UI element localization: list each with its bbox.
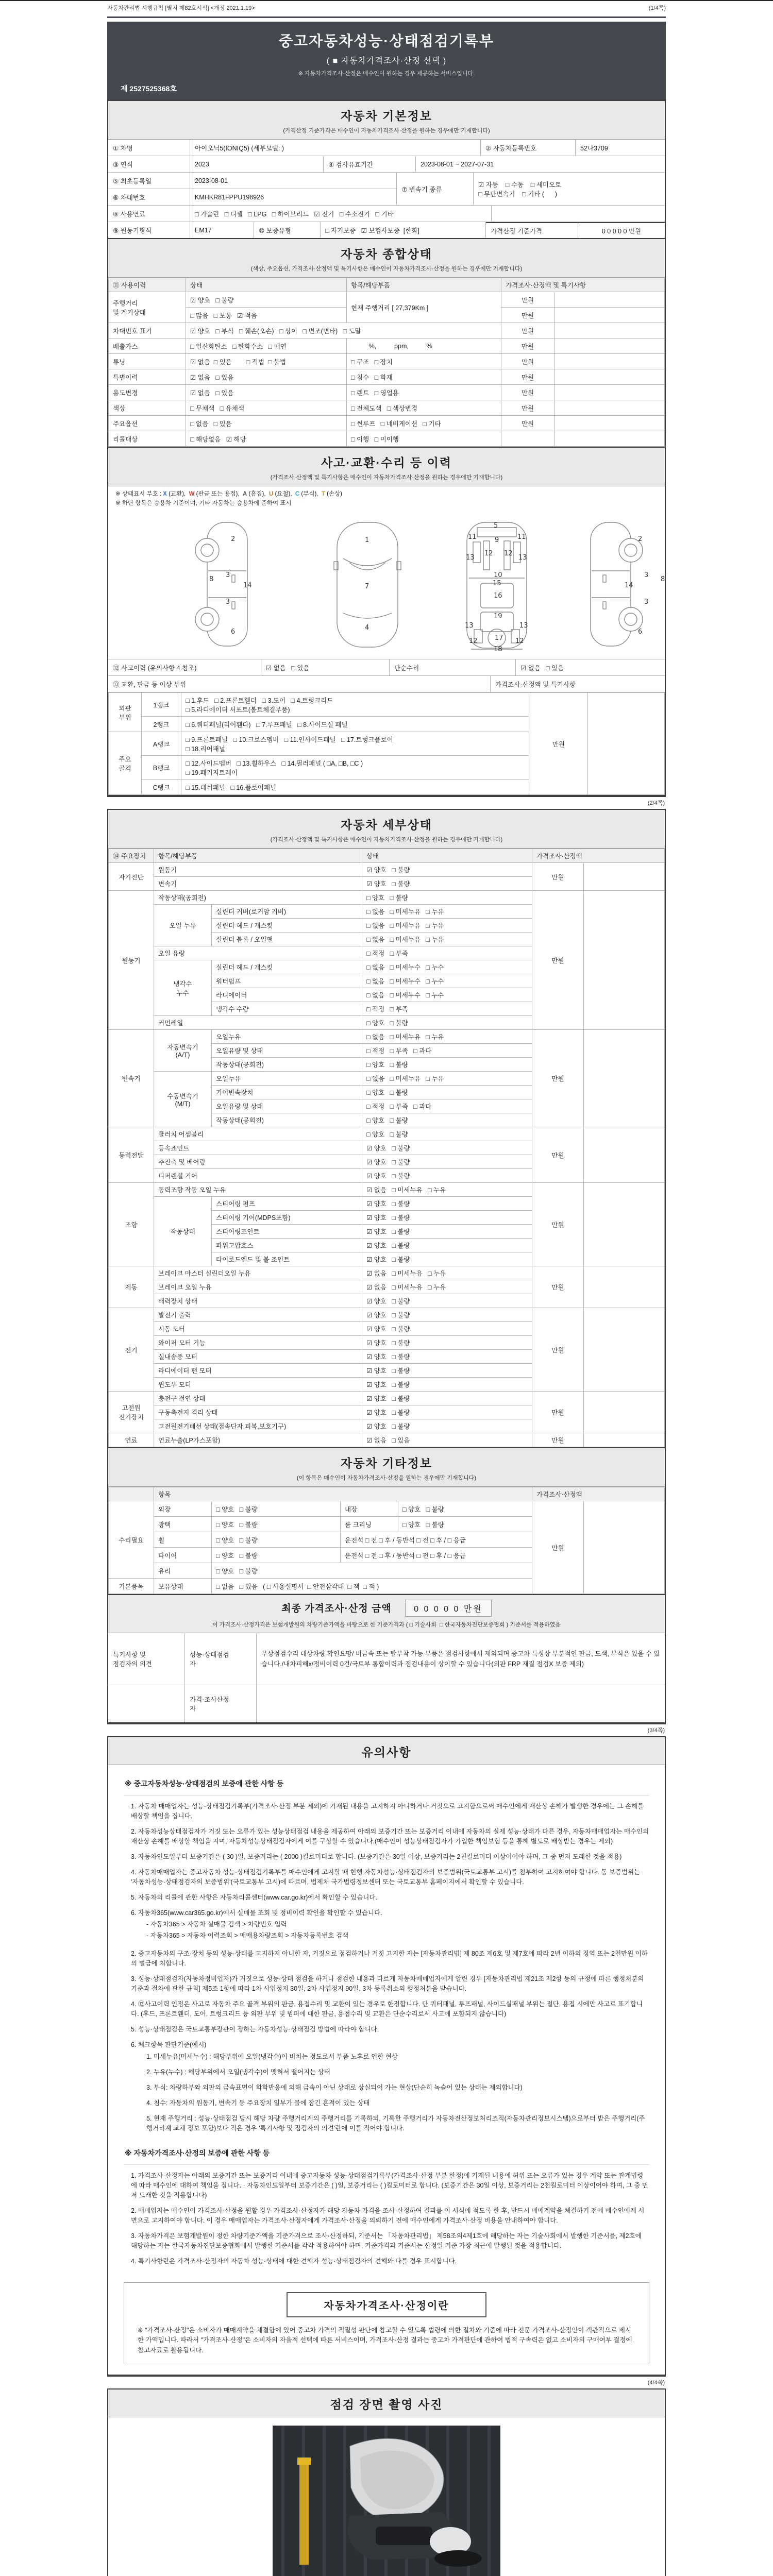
accident-subtitle: (가격조사·산정액 및 특기사항은 매수인이 자동차가격조사·산정을 원하는 경우에만 기재합니다) bbox=[270, 474, 503, 481]
usage-change-state[interactable]: ☑ 없음 □ 있음 bbox=[186, 385, 347, 400]
checkbox-group[interactable]: □ 양호 □ 불량 bbox=[362, 1086, 532, 1099]
price-cell: 만원 bbox=[501, 308, 554, 323]
checkbox-group[interactable]: □ 양호 □ 불량 bbox=[362, 891, 532, 905]
usage-change-label: 용도변경 bbox=[109, 385, 186, 400]
engine-type-value: EM17 bbox=[190, 222, 254, 238]
recall-state[interactable]: □ 해당없음 ☑ 해당 bbox=[186, 431, 347, 447]
sub-at: 자동변속기 (A/T) bbox=[154, 1030, 212, 1072]
criteria-item: 5. 현재 주행거리 : 성능·상태점검 당시 해당 차량 주행거리계의 주행거리를 기록하되, 기록한 주행거리가 자동차전산정보처리조직(자동차관리정보시스템)으로부터 받은 주행거리(주행거리계 교체 정보 포함)보다 적은 경우 '특기사항 및 점검자의 의견'란에 이를 적어야 합니다. bbox=[146, 2115, 645, 2132]
checkbox-group[interactable]: ☑ 양호 □ 불량 bbox=[362, 877, 532, 891]
usage-change-part[interactable]: □ 렌트 □ 영업용 bbox=[347, 385, 501, 400]
svg-text:12: 12 bbox=[469, 637, 478, 645]
notice-subitem: - 자동차365 > 자동차 이력조회 > 매매용차량조회 > 자동차등록번호 검색 bbox=[146, 1932, 349, 1939]
checkbox-group[interactable]: ☑ 양호 □ 불량 bbox=[362, 1364, 532, 1378]
page-marker-3: (3/4쪽) bbox=[647, 1727, 665, 1734]
remarks-group-label: 특기사항 및 점검자의 의견 bbox=[108, 1633, 185, 1685]
svg-text:2: 2 bbox=[231, 535, 236, 543]
fuel-label: ⑧ 사용연료 bbox=[108, 206, 190, 222]
car-name-value: 아이오닉5(IONIQ5) (세부모델: ) bbox=[190, 140, 481, 156]
notices-body bbox=[108, 1765, 665, 2277]
svg-text:13: 13 bbox=[466, 554, 475, 562]
detail-header bbox=[108, 810, 665, 849]
checkbox-group[interactable]: ☑ 양호 □ 불량 bbox=[362, 1419, 532, 1433]
checkbox-group[interactable]: □ 적정 □ 부족 bbox=[362, 1002, 532, 1016]
damage-code-legend: ※ 상태표시 부호 : X (교환), W (판금 또는 용접), A (흠집), U (요철), C (부식), T (손상) bbox=[115, 491, 343, 497]
checkbox-group[interactable]: □ 양호 □ 불량 bbox=[212, 1548, 341, 1563]
page1-box bbox=[107, 100, 666, 797]
photos-title: 점검 장면 촬영 사진 bbox=[330, 2398, 443, 2412]
svg-text:11: 11 bbox=[468, 533, 477, 541]
rankA-label: A랭크 bbox=[141, 732, 181, 756]
checkbox-group[interactable]: □ 없음 □ 미세누수 □ 누수 bbox=[362, 960, 532, 974]
checkbox-group[interactable]: □ 없음 □ 미세누유 □ 누유 bbox=[362, 919, 532, 933]
col-price: 가격조사·산정액 bbox=[532, 849, 665, 863]
tuning-label: 튜닝 bbox=[109, 354, 186, 369]
checkbox-group[interactable]: ☑ 양호 □ 불량 bbox=[362, 1197, 532, 1211]
page4-box bbox=[107, 2388, 666, 2576]
checkbox-group[interactable]: ☑ 없음 □ 미세누유 □ 누유 bbox=[362, 1183, 532, 1197]
code-w: W bbox=[189, 491, 195, 497]
checkbox-group[interactable]: ☑ 양호 □ 불량 bbox=[362, 1141, 532, 1155]
warranty-label: ⑩ 보증유형 bbox=[254, 222, 321, 238]
notice-item: 4. 특기사항란은 가격조사·산정자의 자동차 성능·상태에 대한 견해가 성능·상태점검자의 견해와 다를 경우 표시합니다. bbox=[131, 2258, 457, 2265]
rankA-items[interactable]: □ 9.프론트패널 □ 10.크로스멤버 □ 11.인사이드패널 □ 17.트렁크플로어 □ 18.리어패널 bbox=[181, 732, 529, 756]
document-number: 제 2527525368호 bbox=[121, 84, 177, 93]
basic-info-header bbox=[108, 101, 665, 140]
notice-item: 5. 자동차의 리콜에 관한 사항은 자동차리콜센터(www.car.go.kr)에서 확인할 수 있습니다. bbox=[131, 1894, 377, 1901]
col-price: 가격조사·산정액 및 특기사항 bbox=[501, 278, 665, 292]
code-t: T bbox=[321, 491, 325, 497]
pricing-info-box bbox=[124, 2282, 649, 2364]
notices-section-1: ※ 중고자동차성능·상태점검의 보증에 관한 사항 등 bbox=[124, 1773, 649, 1795]
group-basic-items: 기본품목 bbox=[109, 1579, 154, 1594]
svg-text:16: 16 bbox=[494, 592, 502, 600]
recall-part[interactable]: □ 이행 □ 미이행 bbox=[347, 431, 501, 447]
engine-type-label: ⑨ 원동기형식 bbox=[108, 222, 190, 238]
checkbox-group[interactable]: ☑ 없음 □ 미세누유 □ 누유 bbox=[362, 1280, 532, 1294]
first-reg-value: 2023-08-01 bbox=[190, 173, 397, 189]
masthead bbox=[107, 16, 666, 100]
first-reg-label: ⑤ 최초등록일 bbox=[108, 173, 190, 189]
outer-panel-label: 외판 부위 bbox=[109, 693, 142, 732]
group-highvoltage: 고전원 전기장치 bbox=[109, 1392, 154, 1433]
svg-text:9: 9 bbox=[495, 536, 499, 544]
svg-text:3: 3 bbox=[644, 598, 649, 606]
checkbox-group[interactable]: ☑ 양호 □ 불량 bbox=[362, 1169, 532, 1183]
checkbox-group[interactable]: ☑ 양호 □ 불량 bbox=[362, 1211, 532, 1225]
mileage-state-1[interactable]: ☑ 양호 □ 불량 bbox=[186, 292, 347, 308]
checkbox-group[interactable]: □ 없음 □ 미세누유 □ 누유 bbox=[362, 1030, 532, 1044]
svg-text:12: 12 bbox=[504, 550, 513, 557]
document-subtitle: ( ■ 자동차가격조사·산정 선택 ) bbox=[326, 57, 447, 65]
vin-mark-label: 차대번호 표기 bbox=[109, 323, 186, 338]
base-price-label: 가격산정 기준가격 bbox=[486, 222, 578, 238]
group-steering: 조향 bbox=[109, 1183, 154, 1266]
checkbox-group[interactable]: □ 양호 □ 불량 bbox=[362, 1058, 532, 1072]
checkbox-group[interactable]: □ 없음 □ 있음 ( □ 사용설명서 □ 안전삼각대 □ 잭 □ 잭 ) bbox=[212, 1579, 532, 1594]
group-fuel: 연료 bbox=[109, 1433, 154, 1447]
rank-price: 만원 bbox=[529, 693, 588, 795]
option-state[interactable]: □ 없음 □ 있음 bbox=[186, 416, 347, 431]
page3-box bbox=[107, 1736, 666, 2377]
special-part[interactable]: □ 침수 □ 화재 bbox=[347, 369, 501, 385]
svg-text:13: 13 bbox=[518, 554, 527, 562]
notice-item: 5. 성능·상태점검은 국토교통부장관이 정하는 자동차성능·상태점검 방법에 따라야 합니다. bbox=[131, 2026, 379, 2033]
rankB-label: B랭크 bbox=[141, 756, 181, 779]
reg-no-label: ② 자동차등록번호 bbox=[481, 140, 576, 156]
recall-label: 리콜대상 bbox=[109, 431, 186, 447]
checkbox-group[interactable]: ☑ 없음 □ 미세누유 □ 누유 bbox=[362, 1266, 532, 1280]
damage-diagram bbox=[108, 510, 665, 659]
notice-item: 3. 자동차인도일부터 보증기간은 ( 30 )일, 보증거리는 ( 2000 )킬로미터로 합니다. (보증기간은 30일 이상, 보증거리는 2천킬로미터 이상이어야 하며, 그 중 먼저 도래한 것을 적용) bbox=[131, 1853, 622, 1860]
mileage-state-2[interactable]: □ 많음 □ 보통 ☑ 적음 bbox=[186, 308, 347, 323]
checkbox-group[interactable]: ☑ 없음 □ 있음 bbox=[362, 1433, 532, 1447]
col-item: 항목/해당부품 bbox=[154, 849, 362, 863]
notice-item: 2. 매매업자는 매수인이 가격조사·산정을 원할 경우 가격조사·산정자가 해당 자동차 가격을 조사·산정하여 결과를 이 서식에 적도록 한 후, 반드시 매매계약을 체결하기 전에 매수인에게 서면으로 고지하여야 합니다. 이 경우 매매업자는 가격조사·산정자에게 가격조사·산정을 의뢰하기 전에 매수인에게 가격조사·산정 비용을 안내하여야 합니다. bbox=[131, 2207, 645, 2224]
checkbox-group[interactable]: □ 양호 □ 불량 bbox=[212, 1563, 532, 1579]
color-state[interactable]: □ 무채색 □ 유채색 bbox=[186, 400, 347, 416]
svg-text:5: 5 bbox=[494, 522, 498, 530]
photos-header bbox=[108, 2389, 665, 2417]
criteria-item: 1. 미세누유(미세누수) : 해당부위에 오일(냉각수)이 비치는 정도로서 부품 노후로 인한 현상 bbox=[146, 2053, 398, 2060]
checkbox-group[interactable]: □ 적정 □ 부족 bbox=[362, 946, 532, 960]
inspector-label: 성능·상태점검 자 bbox=[185, 1633, 257, 1685]
notices-header bbox=[108, 1737, 665, 1765]
overall-header bbox=[108, 238, 665, 278]
svg-text:8: 8 bbox=[209, 575, 214, 583]
notice-item: 2. 자동차성능상태점검자가 거짓 또는 오류가 있는 성능상태점검 내용을 제공하여 아래의 보증기간 또는 보증거리 이내에 자동차의 실제 성능·상태가 다른 경우, 자동차매매업자는 매수인의 재산상 손해를 배상할 책임을 지며, 자동차성능상태점검자에게 이를 구상할 수 있습니다.(매수인이 성능상태점검자가 가입한 책임보험 등을 통해 별도로 배상받는 경우는 제외) bbox=[131, 1828, 649, 1845]
notice-item: 4. 자동차매매업자는 중고자동차 성능·상태점검기록부를 매수인에게 고지할 때 현행 자동차성능·상태점검자의 보증범위(국토교통부 고시)를 첨부하여 고지하여야 합니다. 동 보증범위는 '자동차성능·상태점검자의 보증범위'(국토교통부 고시)에 따르며, 법제처 국가법령정보센터 또는 국토교통부 홈페이지에서 확인할 수 있습니다. bbox=[131, 1869, 641, 1886]
inspection-value: 2023-08-01 ~ 2027-07-31 bbox=[421, 160, 494, 168]
final-price-label: 최종 가격조사·산정 금액 bbox=[281, 1603, 392, 1614]
checkbox-group[interactable]: ☑ 양호 □ 불량 bbox=[362, 1155, 532, 1169]
color-part[interactable]: □ 전체도색 □ 색상변경 bbox=[347, 400, 501, 416]
page-marker-2: (2/4쪽) bbox=[647, 800, 665, 806]
checkbox-group[interactable]: □ 없음 □ 미세누수 □ 누수 bbox=[362, 974, 532, 988]
checkbox-group[interactable]: ☑ 양호 □ 불량 bbox=[362, 1294, 532, 1308]
checkbox-group[interactable]: □ 양호 □ 불량 bbox=[362, 1113, 532, 1127]
appraiser-label: 가격·조사산정 자 bbox=[185, 1685, 257, 1722]
checkbox-group[interactable]: ☑ 양호 □ 불량 bbox=[362, 1239, 532, 1252]
checkbox-group[interactable]: ☑ 양호 □ 불량 bbox=[362, 1336, 532, 1350]
rank1-label: 1랭크 bbox=[141, 693, 181, 717]
notice-item: 3. 성능·상태점검자(자동차정비업자)가 거짓으로 성능·상태 점검을 하거나 점검한 내용과 다르게 자동차매매업자에게 알린 경우 [자동차관리법 제21조 제2항 등의 규정에 따른 행정처분의 기준과 절차에 관한 규칙] 제5조 1항에 따라 1차 사업정지 30일, 2차 사업정지 90일, 3차 등록취소의 행정처분을 받습니다. bbox=[131, 1975, 644, 1992]
svg-text:18: 18 bbox=[494, 646, 502, 653]
svg-text:15: 15 bbox=[493, 580, 501, 587]
checkbox-group[interactable]: 운전석 □ 전 □ 후 / 동반석 □ 전 □ 후 / □ 응급 bbox=[341, 1532, 532, 1548]
color-label: 색상 bbox=[109, 400, 186, 416]
year-value: 2023 bbox=[190, 156, 324, 172]
checkbox-group[interactable]: □ 양호 □ 불량 bbox=[398, 1501, 532, 1517]
masthead-rule bbox=[107, 16, 666, 22]
final-price-note: 이 가격조사·산정가격은 보험개발원의 차량기준가액을 바탕으로 한 기준가격과 ( □ 기술사회 □ 한국자동차진단보증협회 ) 기준서를 적용하였음 bbox=[212, 1622, 561, 1628]
svg-text:12: 12 bbox=[515, 637, 524, 645]
vin-mark-state[interactable]: ☑ 양호 □ 부식 □ 훼손(오손) □ 상이 □ 변조(변타) □ 도말 bbox=[186, 323, 501, 338]
checkbox-group[interactable]: □ 적정 □ 부족 □ 과다 bbox=[362, 1099, 532, 1113]
svg-text:3: 3 bbox=[226, 571, 230, 579]
fuel-options[interactable]: □ 가솔린 □ 디젤 □ LPG □ 하이브리드 ☑ 전기 □ 수소전기 □ 기타 bbox=[190, 206, 492, 222]
document-note: ※ 자동차가격조사·산정은 매수인이 원하는 경우 제공하는 서비스입니다. bbox=[298, 71, 475, 77]
pricing-info-text: ※ "가격조사·산정"은 소비자가 매매계약을 체결함에 있어 중고차 가격의 적절성 판단에 참고할 수 있도록 법령에 의한 절차와 기준에 따라 전문 가격조사·산정인이 객관적으로 제시한 가액입니다. 따라서 "가격조사·산정"은 소비자의 자율적 선택에 따른 서비스이며, 가격조사·산정 결과는 중고차 가격판단에 관하여 법적 구속력은 없고 소비자의 구매여부 결정에 참고자료로 활용됩니다. bbox=[138, 2327, 632, 2354]
simple-repair-label: 단순수리 bbox=[390, 659, 516, 675]
transmission-label: ⑦ 변속기 종류 bbox=[397, 173, 474, 206]
overall-title: 자동차 종합상태 bbox=[341, 247, 432, 261]
group-electric: 전기 bbox=[109, 1308, 154, 1392]
svg-text:7: 7 bbox=[365, 583, 369, 590]
transmission-options-1[interactable]: ☑ 자동 □ 수동 □ 세미오토 bbox=[478, 181, 562, 189]
notice-item: 4. ⑫사고이력 인정은 사고로 자동차 주요 골격 부위의 판금, 용접수리 및 교환이 있는 경우로 한정합니다. 단 쿼터패널, 루프패널, 사이드실패널 부위는 절단, 용접 시에만 사고로 표기합니다. (후드, 프론트휀더, 도어, 트렁크리드 등 외판 부위 및 범퍼에 대한 판금, 용접수리 및 교환은 단순수리로서 사고에 포함되지 않습니다) bbox=[131, 2001, 643, 2018]
criteria-item: 3. 부식: 차량하부와 외판의 금속표면이 화학반응에 의해 금속이 아닌 상태로 상실되어 가는 현상(단순히 녹슬어 있는 상태는 제외합니다) bbox=[146, 2084, 523, 2091]
checkbox-group[interactable]: □ 없음 □ 미세누수 □ 누수 bbox=[362, 988, 532, 1002]
etc-col-item: 항목 bbox=[154, 1487, 532, 1501]
svg-text:12: 12 bbox=[484, 550, 493, 557]
fuel-blank-cell bbox=[492, 206, 665, 222]
sub-steering-op: 작동상태 bbox=[154, 1197, 212, 1266]
basic-info-title: 자동차 기본정보 bbox=[341, 109, 432, 123]
accident-history-label: ⑫ 사고이력 (유의사항 4.참조) bbox=[108, 659, 261, 675]
checkbox-group[interactable]: □ 양호 □ 불량 bbox=[212, 1517, 341, 1532]
inspection-label: ④ 검사유효기간 bbox=[324, 156, 416, 172]
transmission-options-2[interactable]: □ 무단변속기 □ 기타 ( ) bbox=[478, 190, 558, 198]
legend-note: ※ 하단 항목은 승용차 기준이며, 기타 자동차는 승용차에 준하여 표시 bbox=[115, 500, 292, 506]
etc-col-price: 가격조사·산정액 bbox=[532, 1487, 665, 1501]
notice-subitem: - 자동차365 > 자동차 실매물 검색 > 차량번호 입력 bbox=[146, 1921, 287, 1928]
group-selfdiag: 자기진단 bbox=[109, 863, 154, 891]
tuning-state[interactable]: ☑ 없음 □ 있음 □ 적법 □ 불법 bbox=[186, 354, 347, 369]
checkbox-group[interactable]: □ 양호 □ 불량 bbox=[212, 1532, 341, 1548]
mileage-current: 현재 주행거리 [ 27,379Km ] bbox=[347, 292, 501, 323]
pricing-info-title: 자동차가격조사·산정이란 bbox=[287, 2292, 486, 2317]
col-state: 상태 bbox=[186, 278, 347, 292]
checkbox-group[interactable]: □ 없음 □ 미세누유 □ 누유 bbox=[362, 933, 532, 946]
appraiser-remarks bbox=[257, 1685, 665, 1722]
criteria-item: 2. 누유(누수) : 해당부위에서 오일(냉각수)이 맺혀서 떨어지는 상태 bbox=[146, 2069, 330, 2076]
group-powertrain: 동력전달 bbox=[109, 1127, 154, 1183]
rankB-items[interactable]: □ 12.사이드멤버 □ 13.휠하우스 □ 14.필러패널 ( □A, □B, □C ) □ 19.패키지트레이 bbox=[181, 756, 529, 779]
sub-mt: 수동변속기 (M/T) bbox=[154, 1072, 212, 1127]
criteria-item: 4. 침수: 자동차의 원동기, 변속기 등 주요장치 일부가 물에 잠긴 흔적이 있는 상태 bbox=[146, 2099, 370, 2107]
svg-text:19: 19 bbox=[494, 613, 502, 620]
svg-text:10: 10 bbox=[494, 571, 502, 579]
col-state: 상태 bbox=[362, 849, 532, 863]
code-a: A bbox=[242, 491, 247, 497]
svg-text:13: 13 bbox=[519, 622, 528, 630]
detail-table: ⑭ 주요장치 항목/해당부품 상태 가격조사·산정액 자기진단 원동기 ☑ 양호 □ 불량 만원 변속기 ☑ 양호 □ 불량 원동기 작동상태(공회전) □ 양호 □ 불량 만원 오일 누유 실린더 커버(로커암 커버) □ 없음 □ 미세누유 □ 누유 실린더 헤드 / 개스킷 □ 없음 □ 미세누유 □ 누유 실린더 블록 / 오일팬 □ 없음 □ 미세누유 □ 누유 오일 유량 □ 적정 □ 부족 냉각수 누수 실린더 헤드 / 개스킷 □ 없음 □ 미세누수 □ 누수 워터펌프 □ 없음 □ 미세누수 □ 누수 라디에이터 □ 없음 □ 미세누수 □ 누수 냉각수 수량 □ 적정 □ 부족 커먼레일 □ 양호 □ 불량 변속기 자동변속기 (A/T) 오일누유 □ 없음 □ 미세누유 □ 누유 만원 오일유량 및 상태 □ 적정 □ 부족 □ 과다 작동상태(공회전) □ 양호 □ 불량 수동변속기 (M/T) 오일누유 □ 없음 □ 미세누유 □ 누유 기어변속장치 □ 양호 □ 불량 오일유량 및 상태 □ 적정 □ 부족 □ 과다 작동상태(공회전) □ 양호 □ 불량 동력전달 클러치 어셈블리 □ 양호 □ 불량 만원 등속죠인트 ☑ 양호 □ 불량 추진축 및 베어링 ☑ 양호 □ 불량 디퍼렌셜 기어 ☑ 양호 □ 불량 조향 동력조향 작동 오일 누유 ☑ 없음 □ 미세누유 □ 누유 만원 작동상태 스티어링 펌프 ☑ 양호 □ 불량 스티어링 기어(MDPS포함) ☑ 양호 □ 불량 스티어링조인트 ☑ 양호 □ 불량 파워고압호스 ☑ 양호 □ 불량 타이로드엔드 및 볼 조인트 ☑ 양호 □ 불량 제동 브레이크 마스터 실린더오일 누유 ☑ 없음 □ 미세누유 □ 누유 만원 브레이크 오일 누유 ☑ 없음 □ 미세누유 □ 누유 배력장치 상태 ☑ 양호 □ 불량 전기 발전기 출력 ☑ 양호 □ 불량 만원 시동 모터 ☑ 양호 □ 불량 와이퍼 모터 기능 ☑ 양호 □ 불량 실내송풍 모터 ☑ 양호 □ 불량 라디에이터 팬 모터 ☑ 양호 □ 불량 윈도우 모터 ☑ 양호 □ 불량 고전원 전기장치 충전구 절연 상태 ☑ 양호 □ 불량 만원 구동축전지 격리 상태 ☑ 양호 □ 불량 고전원전기배선 상태(접속단자,피복,보호기구) ☑ 양호 □ 불량 연료 연료누출(LP가스포함) ☑ 없음 □ 있음 만원 bbox=[108, 849, 665, 1447]
rankC-label: C랭크 bbox=[141, 779, 181, 795]
rankC-items[interactable]: □ 15.대쉬패널 □ 16.플로어패널 bbox=[181, 779, 529, 795]
svg-text:11: 11 bbox=[517, 533, 526, 541]
inspection-photo-hood-open bbox=[273, 2426, 500, 2576]
checkbox-group[interactable]: □ 없음 □ 미세누유 □ 누유 bbox=[362, 905, 532, 919]
svg-text:17: 17 bbox=[495, 634, 503, 642]
checkbox-group[interactable]: ☑ 양호 □ 불량 bbox=[362, 1378, 532, 1392]
vin-value: KMHKR81FPPU198926 bbox=[190, 189, 397, 205]
final-price-value: 0 0 0 0 0 만원 bbox=[405, 1600, 492, 1617]
overall-subtitle: (색상, 주요옵션, 가격조사·산정액 및 특기사항은 매수인이 자동차가격조사·산정을 원하는 경우에만 기재합니다) bbox=[250, 266, 523, 272]
exchange-label: ⑬ 교환, 판금 등 이상 부위 bbox=[108, 676, 491, 692]
svg-text:4: 4 bbox=[365, 624, 369, 632]
checkbox-group[interactable]: ☑ 양호 □ 불량 bbox=[362, 1308, 532, 1322]
notice-item: 2. 중고자동차의 구조·장치 등의 성능·상태를 고지하지 아니한 자, 거짓으로 점검하거나 거짓 고지한 자는 [자동차관리법] 제 80조 제6호 및 제7호에 따라 2년 이하의 징역 또는 2천만원 이하의 벌금에 처합니다. bbox=[131, 1950, 648, 1967]
option-label: 주요옵션 bbox=[109, 416, 186, 431]
page-marker-1: (1/4쪽) bbox=[648, 5, 666, 11]
notice-item: 3. 자동차가격은 보험개발원이 정한 차량기준가액을 기준가격으로 조사·산정하되, 기준서는 「자동차관리법」 제58조의4제1호에 해당하는 자는 기술사회에서 발행한 기준서를, 제2호에 해당하는 자는 한국자동차진단보증협회에서 발행한 기준서를 각각 적용하여야 하며, 기준가격과 기준서는 산정일 기준 가장 최근에 발행된 것을 적용합니다. bbox=[131, 2232, 642, 2249]
document-title: 중고자동차성능·상태점검기록부 bbox=[279, 33, 494, 49]
svg-text:1: 1 bbox=[365, 536, 369, 544]
checkbox-group[interactable]: □ 양호 □ 불량 bbox=[398, 1517, 532, 1532]
emission-values: %, ppm, % bbox=[347, 338, 501, 354]
accident-header bbox=[108, 447, 665, 486]
checkbox-group[interactable]: □ 양호 □ 불량 bbox=[212, 1501, 341, 1517]
notice-item: 6. 체크항목 판단기준(예시) bbox=[131, 2041, 207, 2048]
rank2-items[interactable]: □ 6.쿼터패널(리어휀다) □ 7.루프패널 □ 8.사이드실 패널 bbox=[181, 717, 529, 732]
emission-label: 배출가스 bbox=[109, 338, 186, 354]
col-main-device: ⑭ 주요장치 bbox=[109, 849, 154, 863]
frame-label: 주요 골격 bbox=[109, 732, 142, 795]
base-price-value: 0 0 0 0 0 만원 bbox=[578, 222, 665, 238]
inspector-remarks: 무상점검수리 대상차량 확인요망/ 비금속 또는 탈부착 가능 부품은 점검사항에서 제외되며 중고차 특성상 부분적인 판금, 도색, 부식은 있을 수 있습니다./내차피해x/정비이력 0건/국토부 통합이력과 점검내용이 상이할 수 있습니다(외판 FRP 재질 점검X 보증 제외) bbox=[261, 1650, 660, 1668]
notice-item: 6. 자동차365(www.car365.go.kr)에서 실매물 조회 및 정비이력 확인을 확인할 수 있습니다. bbox=[131, 1909, 382, 1917]
page2-box bbox=[107, 809, 666, 1724]
basic-info-subtitle: (가격산정 기준가격은 매수인이 자동차가격조사·산정을 원하는 경우에만 기재합니다) bbox=[283, 128, 490, 134]
simple-repair-value[interactable]: ☑ 없음 □ 있음 bbox=[520, 664, 564, 672]
col-usage: ⑪ 사용이력 bbox=[109, 278, 186, 292]
detail-subtitle: (가격조사·산정액 및 특기사항은 매수인이 자동차가격조사·산정을 원하는 경우에만 기재합니다) bbox=[270, 837, 503, 843]
group-transmission: 변속기 bbox=[109, 1030, 154, 1127]
checkbox-group[interactable]: ☑ 양호 □ 불량 bbox=[362, 1252, 532, 1266]
checkbox-group[interactable]: ☑ 양호 □ 불량 bbox=[362, 1350, 532, 1364]
special-label: 특별이력 bbox=[109, 369, 186, 385]
notice-item: 1. 자동차 매매업자는 성능·상태점검기록부(가격조사·산정 부분 제외)에 기재된 내용을 고지하지 아니하거나 거짓으로 고지함으로써 매수인에게 재산상 손해가 발생한 경우에는 그 손해를 배상할 책임을 집니다. bbox=[131, 1803, 644, 1820]
reg-no-value: 52나3709 bbox=[580, 144, 608, 152]
checkbox-group[interactable]: ☑ 양호 □ 불량 bbox=[362, 1405, 532, 1419]
checkbox-group[interactable]: □ 양호 □ 불량 bbox=[362, 1016, 532, 1030]
etc-header bbox=[108, 1447, 665, 1487]
warranty-options[interactable]: □ 자기보증 ☑ 보험사보증 [한화] bbox=[321, 222, 486, 238]
code-x: X bbox=[163, 491, 167, 497]
svg-text:14: 14 bbox=[243, 582, 252, 589]
special-state[interactable]: ☑ 없음 □ 있음 bbox=[186, 369, 347, 385]
rank-table bbox=[108, 692, 665, 795]
col-parts: 항목/해당부품 bbox=[347, 278, 501, 292]
overall-table: ⑪ 사용이력 상태 항목/해당부품 가격조사·산정액 및 특기사항 주행거리 및 계기상태 ☑ 양호 □ 불량 현재 주행거리 [ 27,379Km ] 만원 □ 많음 □ 보통 ☑ 적음 만원 차대번호 표기 ☑ 양호 □ 부식 □ 훼손(오손) □ 상이 □ 변조(변타) □ 도말 만원 배출가스 □ 일산화탄소 □ 탄화수소 □ 매연 %, ppm, % 만원 튜닝 ☑ 없음 □ 있음 □ 적법 □ 불법 □ 구조 □ 장치 만원 특별이력 ☑ 없음 □ 있음 □ 침수 □ 화재 만원 용도변경 ☑ 없음 □ 있음 □ 렌트 □ 영업용 만원 색상 □ 무채색 □ 유채색 □ 전체도색 □ 색상변경 만원 주요옵션 □ 없음 □ 있음 □ 썬루프 □ 네비게이션 □ 기타 만원 리콜대상 □ 해당없음 ☑ 해당 □ 이행 □ 미이행 bbox=[108, 278, 665, 447]
checkbox-group[interactable]: ☑ 양호 □ 불량 bbox=[362, 1225, 532, 1239]
year-label: ③ 연식 bbox=[108, 156, 190, 172]
svg-text:8: 8 bbox=[661, 575, 665, 583]
checkbox-group[interactable]: 운전석 □ 전 □ 후 / 동반석 □ 전 □ 후 / □ 응급 bbox=[341, 1548, 532, 1563]
page-marker-4: (4/4쪽) bbox=[647, 2380, 665, 2386]
checkbox-group[interactable]: ☑ 양호 □ 불량 bbox=[362, 1322, 532, 1336]
svg-text:6: 6 bbox=[638, 628, 643, 636]
rank2-label: 2랭크 bbox=[141, 717, 181, 732]
detail-title: 자동차 세부상태 bbox=[341, 818, 432, 832]
checkbox-group[interactable]: ☑ 양호 □ 불량 bbox=[362, 863, 532, 877]
checkbox-group[interactable]: □ 없음 □ 미세누유 □ 누유 bbox=[362, 1072, 532, 1086]
group-engine: 원동기 bbox=[109, 891, 154, 1030]
checkbox-group[interactable]: □ 적정 □ 부족 □ 과다 bbox=[362, 1044, 532, 1058]
accident-history-value[interactable]: ☑ 없음 □ 있음 bbox=[261, 659, 390, 675]
tuning-part[interactable]: □ 구조 □ 장치 bbox=[347, 354, 501, 369]
law-reference-line bbox=[107, 1, 666, 14]
checkbox-group[interactable]: □ 양호 □ 불량 bbox=[362, 1127, 532, 1141]
svg-text:3: 3 bbox=[644, 571, 649, 579]
vin-label: ⑥ 차대번호 bbox=[108, 189, 190, 205]
etc-table: 항목 가격조사·산정액 수리필요 외장 □ 양호 □ 불량 내장 □ 양호 □ 불량 만원 광택 □ 양호 □ 불량 룸 크리닝 □ 양호 □ 불량 휠 □ 양호 □ 불량 운전석 □ 전 □ 후 / 동반석 □ 전 □ 후 / □ 응급 타이어 □ 양호 □ 불량 운전석 □ 전 □ 후 / 동반석 □ 전 □ 후 / □ 응급 유리 □ 양호 □ 불량 기본품목 보유상태 □ 없음 □ 있음 ( □ 사용설명서 □ 안전삼각대 □ 잭 □ 잭 ) bbox=[108, 1487, 665, 1594]
notice-item: 1. 가격조사·산정자는 아래의 보증기간 또는 보증거리 이내에 중고자동차 성능·상태점검기록부(가격조사·산정 부분 한정)에 기재된 내용에 허위 또는 오류가 있는 경우 계약 또는 관계법령에 따라 매수인에 대하여 책임을 집니다. · 자동차인도일부터 보증기간은 ( )일, 보증거리는 ( )킬로미터로 합니다. (보증기간은 30일 이상, 보증거리는 2천킬로미터 이상이어야 하며, 그 중 먼저 도래한 것을 적용합니다) bbox=[131, 2172, 648, 2199]
sub-oil-leak: 오일 누유 bbox=[154, 905, 212, 946]
svg-text:13: 13 bbox=[465, 622, 474, 630]
accident-title: 사고·교환·수리 등 이력 bbox=[321, 456, 452, 469]
svg-text:2: 2 bbox=[638, 535, 643, 543]
mileage-label: 주행거리 및 계기상태 bbox=[109, 292, 186, 323]
svg-text:14: 14 bbox=[625, 582, 633, 589]
exchange-price-label: 가격조사·산정액 및 특기사항 bbox=[495, 681, 576, 688]
etc-subtitle: (이 항목은 매수인이 자동차가격조사·산정을 원하는 경우에만 기재합니다) bbox=[296, 1475, 477, 1481]
emission-state[interactable]: □ 일산화탄소 □ 탄화수소 □ 매연 bbox=[186, 338, 347, 354]
group-brake: 제동 bbox=[109, 1266, 154, 1308]
svg-text:3: 3 bbox=[226, 598, 230, 606]
etc-title: 자동차 기타정보 bbox=[341, 1456, 432, 1470]
code-u: U bbox=[268, 491, 274, 497]
option-part[interactable]: □ 썬루프 □ 네비게이션 □ 기타 bbox=[347, 416, 501, 431]
law-note: 자동차관리법 시행규칙 [별지 제82호서식] <개정 2021.1.19> bbox=[107, 5, 255, 11]
car-name-label: ① 차명 bbox=[108, 140, 190, 156]
photos-area bbox=[108, 2417, 665, 2576]
rank1-items[interactable]: □ 1.후드 □ 2.프론트휀더 □ 3.도어 □ 4.트렁크리드 □ 5.라디에이터 서포트(볼트체결부품) bbox=[181, 693, 529, 717]
price-cell: 만원 bbox=[501, 292, 554, 308]
code-c: C bbox=[295, 491, 300, 497]
sub-coolant-leak: 냉각수 누수 bbox=[154, 960, 212, 1016]
notices-section-2: ※ 자동차가격조사·산정의 보증에 관한 사항 등 bbox=[124, 2143, 649, 2165]
svg-text:6: 6 bbox=[231, 628, 236, 636]
final-price-band bbox=[108, 1594, 665, 1633]
notices-title: 유의사항 bbox=[361, 1745, 412, 1759]
group-repair-needed: 수리필요 bbox=[109, 1501, 154, 1579]
checkbox-group[interactable]: ☑ 양호 □ 불량 bbox=[362, 1392, 532, 1405]
